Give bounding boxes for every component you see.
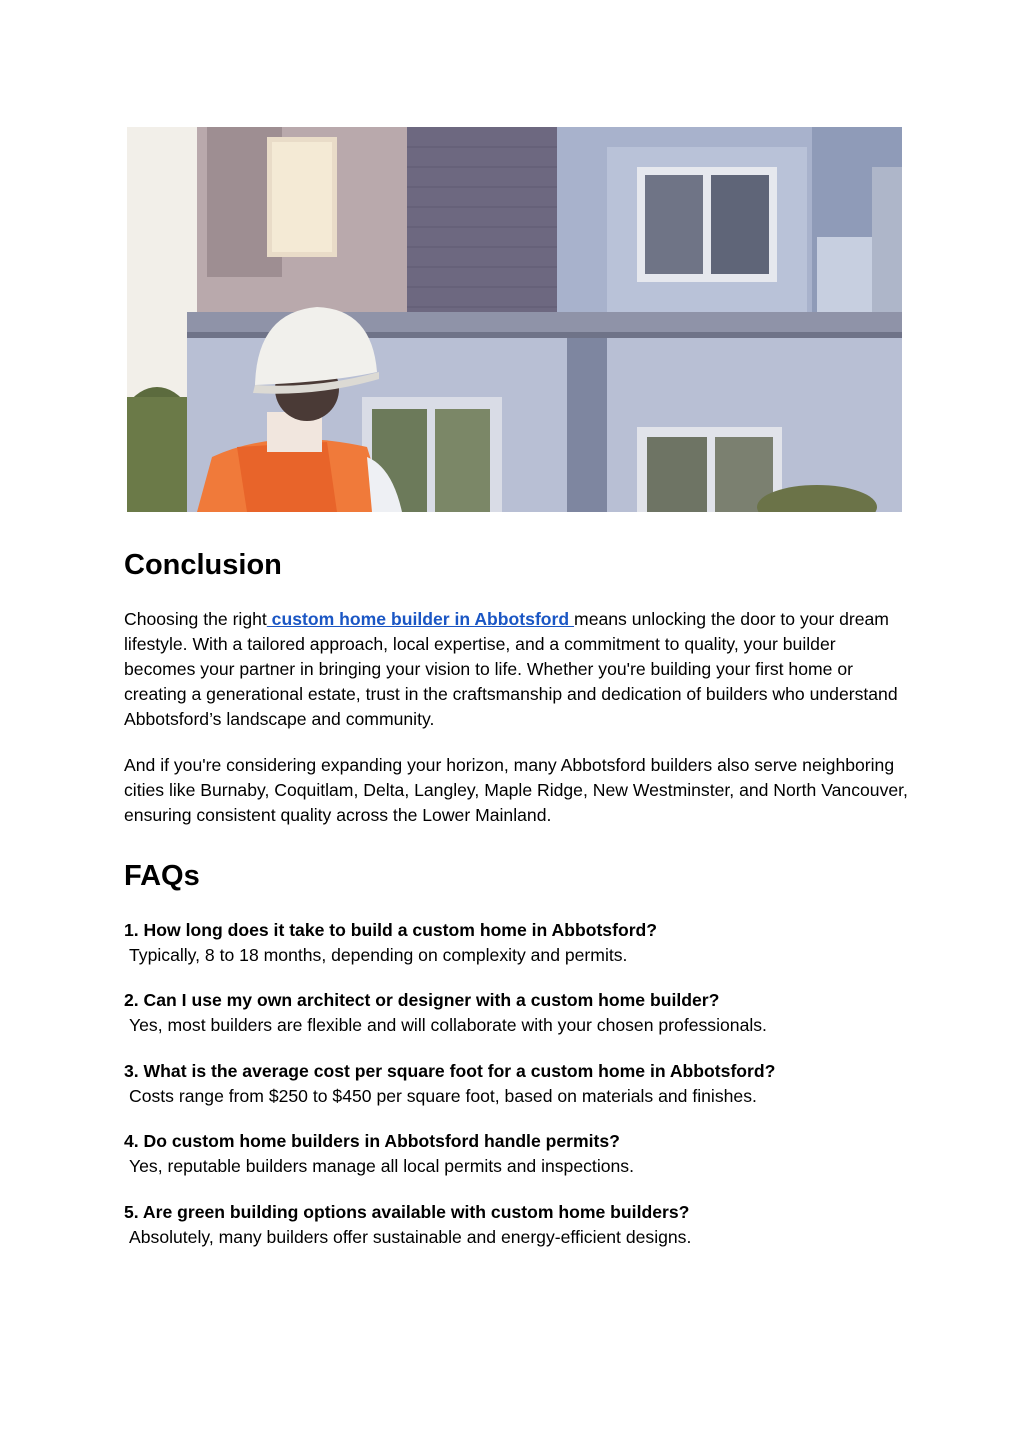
faq-answer: Absolutely, many builders offer sustainable and energy-efficient designs. <box>129 1227 692 1247</box>
conclusion-text-rest: means unlocking the door to your dream lifestyle. With a tailored approach, local expertise, and a commitment to quality, your builder becomes your partner in bringing your vision to life. Whether you're building your first home or creating a generational estate, trust in the craftsmanship and dedication of builders who understand Abbotsford’s landscape and community. <box>124 609 898 729</box>
custom-home-builder-link[interactable]: custom home builder in Abbotsford <box>266 609 575 629</box>
faq-answer: Costs range from $250 to $450 per square foot, based on materials and finishes. <box>129 1086 757 1106</box>
faq-question: 1. How long does it take to build a custom home in Abbotsford? <box>124 920 658 940</box>
conclusion-paragraph-1 <box>124 607 909 732</box>
hero-photo <box>127 127 902 512</box>
faqs-heading: FAQs <box>124 860 200 892</box>
faq-question: 3. What is the average cost per square foot for a custom home in Abbotsford? <box>124 1061 776 1081</box>
faq-question: 5. Are green building options available with custom home builders? <box>124 1202 690 1222</box>
conclusion-heading: Conclusion <box>124 549 282 581</box>
house-inspector-illustration <box>127 127 902 512</box>
faq-answer: Yes, most builders are flexible and will collaborate with your chosen professionals. <box>129 1015 767 1035</box>
faq-answer: Yes, reputable builders manage all local permits and inspections. <box>129 1156 634 1176</box>
faq-question: 4. Do custom home builders in Abbotsford handle permits? <box>124 1131 620 1151</box>
faq-item <box>124 1200 914 1250</box>
conclusion-text-start: Choosing the right <box>124 609 267 629</box>
faq-item <box>124 1059 914 1109</box>
faq-question: 2. Can I use my own architect or designer with a custom home builder? <box>124 990 720 1010</box>
faq-item <box>124 988 914 1038</box>
faq-item <box>124 1129 914 1179</box>
faq-item <box>124 918 914 968</box>
conclusion-paragraph-2: And if you're considering expanding your horizon, many Abbotsford builders also serve neighboring cities like Burnaby, Coquitlam, Delta, Langley, Maple Ridge, New Westminster, and North Vancouver, ensuring consistent quality across the Lower Mainland. <box>124 755 908 825</box>
faq-answer: Typically, 8 to 18 months, depending on complexity and permits. <box>129 945 628 965</box>
